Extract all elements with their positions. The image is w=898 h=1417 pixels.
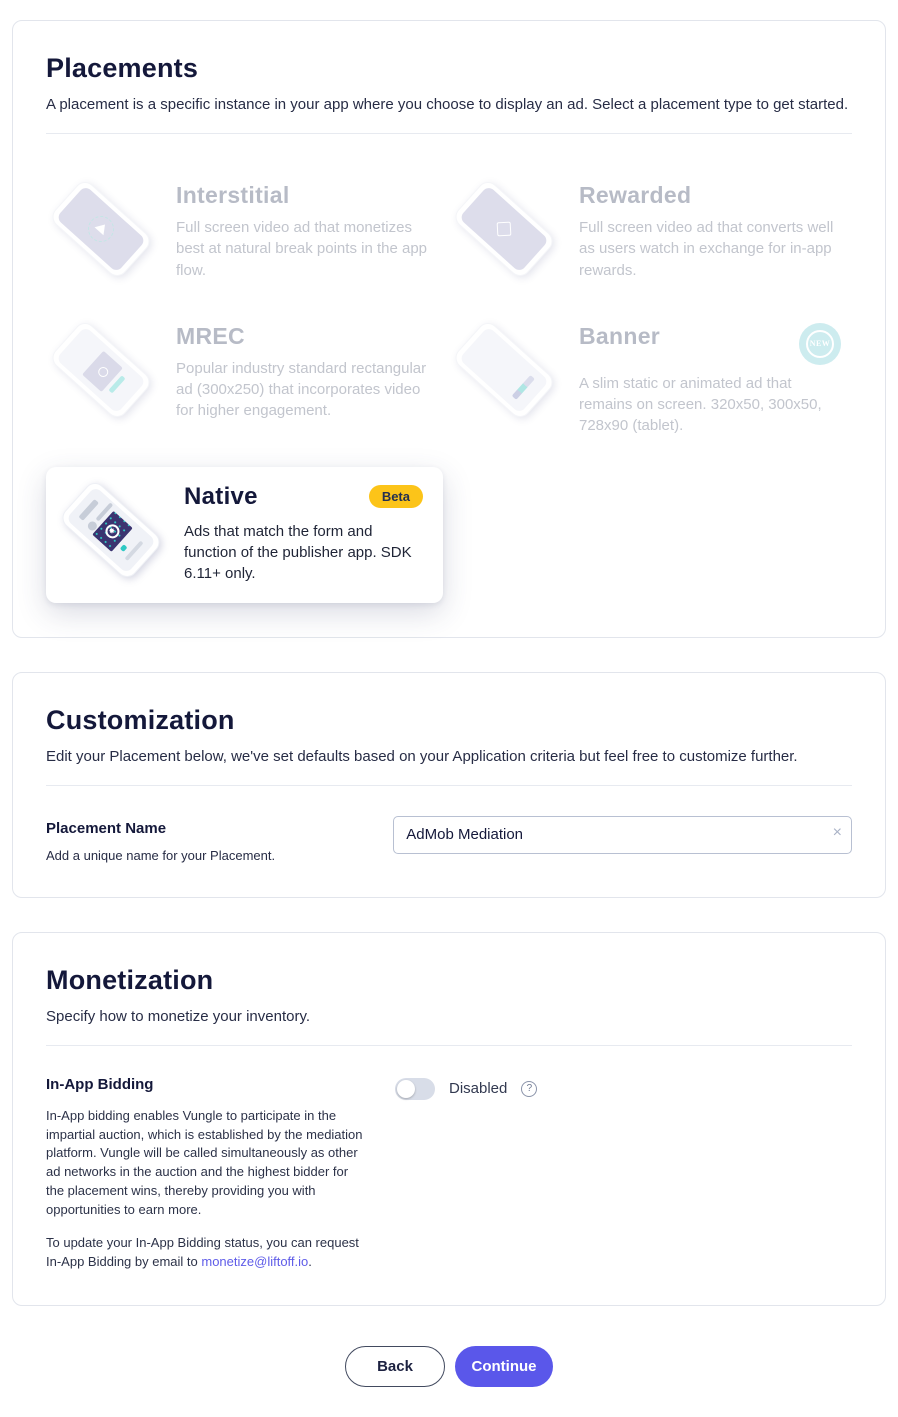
placement-type-title: Rewarded bbox=[579, 182, 692, 208]
in-app-bidding-label: In-App Bidding bbox=[46, 1075, 154, 1093]
in-app-bidding-description: In-App bidding enables Vungle to participate in the impartial auction, which is established by the mediation platform. Vungle will be called simultaneously as other ad networks in the auction and the highest bidder for the placement wins, thereby providing you with opportunities to earn more. bbox=[46, 1107, 363, 1217]
beta-badge: Beta bbox=[369, 485, 423, 508]
monetization-subtitle: Specify how to monetize your inventory. bbox=[46, 1007, 311, 1025]
placement-name-input[interactable] bbox=[393, 816, 852, 854]
placement-type-desc: Full screen video ad that monetizes best at natural break points in the app flow. bbox=[176, 219, 428, 279]
in-app-bidding-row bbox=[46, 1076, 852, 1272]
in-app-bidding-toggle[interactable] bbox=[395, 1078, 435, 1100]
customization-card bbox=[12, 672, 886, 898]
footer-actions bbox=[0, 1340, 898, 1417]
placement-type-banner[interactable] bbox=[449, 309, 852, 451]
new-badge-label: NEW bbox=[806, 330, 834, 358]
placement-type-mrec[interactable] bbox=[46, 309, 449, 451]
rewarded-phone-icon bbox=[453, 182, 563, 280]
banner-phone-icon bbox=[453, 323, 563, 421]
placement-type-title: MREC bbox=[176, 322, 245, 349]
help-icon[interactable]: ? bbox=[521, 1081, 537, 1097]
divider bbox=[46, 1045, 852, 1046]
in-app-bidding-request-text: To update your In-App Bidding status, you can request In-App Bidding by email to monetize@liftoff.io. bbox=[46, 1234, 359, 1269]
placement-name-row bbox=[46, 816, 852, 863]
placement-type-desc: Ads that match the form and function of the publisher app. SDK 6.11+ only. bbox=[184, 522, 412, 583]
new-badge-icon bbox=[799, 323, 841, 365]
placement-type-grid bbox=[46, 168, 852, 603]
placements-title: Placements bbox=[46, 53, 199, 83]
placements-subtitle: A placement is a specific instance in your app where you choose to display an ad. Select a placement type to get started. bbox=[46, 96, 849, 113]
placements-card bbox=[12, 20, 886, 638]
placement-type-rewarded[interactable] bbox=[449, 168, 852, 295]
placement-type-native-selected[interactable] bbox=[46, 467, 443, 603]
interstitial-phone-icon bbox=[50, 182, 160, 280]
placement-type-title: Banner bbox=[579, 322, 661, 349]
monetization-card bbox=[12, 932, 886, 1307]
toggle-knob bbox=[397, 1080, 415, 1098]
back-button[interactable]: Back bbox=[345, 1346, 445, 1387]
in-app-bidding-status: Disabled bbox=[449, 1080, 508, 1098]
placement-type-interstitial[interactable] bbox=[46, 168, 449, 295]
placement-type-desc: Popular industry standard rectangular ad (300x250) that incorporates video for higher engagement. bbox=[176, 359, 427, 420]
customization-subtitle: Edit your Placement below, we've set defaults based on your Application criteria but feel free to customize further. bbox=[46, 747, 798, 765]
placement-name-helper: Add a unique name for your Placement. bbox=[46, 847, 276, 863]
customization-title: Customization bbox=[46, 704, 235, 735]
monetize-email-link[interactable]: monetize@liftoff.io bbox=[201, 1253, 309, 1269]
continue-button[interactable]: Continue bbox=[455, 1346, 553, 1387]
native-phone-icon bbox=[60, 483, 170, 581]
aperture-icon: ✸ bbox=[103, 521, 123, 541]
divider bbox=[46, 133, 852, 134]
placement-type-title: Native bbox=[184, 482, 258, 510]
placement-name-label: Placement Name bbox=[46, 819, 167, 837]
divider bbox=[46, 785, 852, 786]
placement-type-desc: Full screen video ad that converts well as users watch in exchange for in-app rewards. bbox=[579, 219, 834, 279]
mrec-phone-icon bbox=[50, 323, 160, 421]
placement-type-desc: A slim static or animated ad that remains on screen. 320x50, 300x50, 728x90 (tablet). bbox=[579, 374, 822, 435]
clear-input-icon[interactable]: × bbox=[832, 823, 842, 841]
placement-type-title: Interstitial bbox=[176, 182, 290, 208]
monetization-title: Monetization bbox=[46, 964, 214, 995]
